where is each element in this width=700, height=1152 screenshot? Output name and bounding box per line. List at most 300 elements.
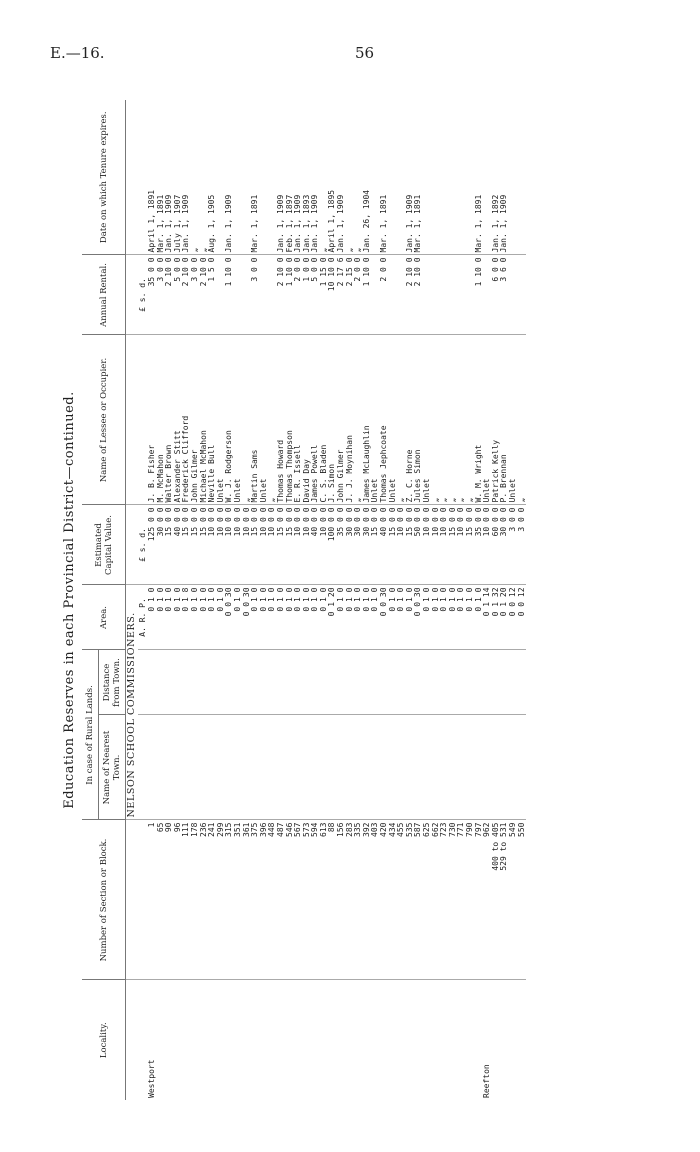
area-cell: 0 0 30	[243, 585, 252, 650]
distance-cell	[311, 650, 320, 715]
capital-value-cell: 30 0 0	[363, 505, 372, 585]
lessee-cell: John Gilmer	[337, 335, 346, 505]
nearest-town-cell	[320, 715, 329, 820]
nearest-town-cell	[483, 715, 492, 820]
rental-cell: 5 0 0	[311, 255, 320, 335]
section-cell: 178	[191, 820, 200, 980]
distance-cell	[500, 650, 509, 715]
distance-cell	[251, 650, 260, 715]
tenure-expires-cell: Feb. 1, 1897	[284, 194, 294, 253]
distance-cell	[423, 650, 432, 715]
area-cell: 0 1 0	[449, 585, 458, 650]
nearest-town-cell	[268, 715, 277, 820]
distance-cell	[277, 650, 286, 715]
tenure-expires-cell: „	[189, 247, 199, 253]
section-cell: 529 to 531	[500, 820, 509, 980]
rental-cell: 35 0 0	[148, 255, 157, 335]
rental-cell	[440, 255, 449, 335]
area-cell: 0 1 0	[268, 585, 277, 650]
capital-value-cell: 30 0 0	[346, 505, 355, 585]
lessee-cell: J. Simon	[328, 335, 337, 505]
rental-cell: 2 10 0	[414, 255, 423, 335]
tenure-expires-cell: Jan. 1, 1909	[275, 194, 285, 253]
area-cell: 0 1 0	[346, 585, 355, 650]
tenure-expires-cell: Aug. 1, 1905	[207, 194, 217, 253]
area-cell: 0 1 32	[492, 585, 501, 650]
rental-cell: 2 10 0	[277, 255, 286, 335]
locality-cell	[518, 980, 527, 1100]
lessee-cell: Unlet	[483, 335, 492, 505]
tenure-expires-cell: Jan. 1, 1909	[336, 194, 346, 253]
rental-cell: 1 10 0	[475, 255, 484, 335]
distance-cell	[518, 650, 527, 715]
nearest-town-cell	[346, 715, 355, 820]
rental-cell: 1 15 0	[320, 255, 329, 335]
section-cell: 730	[449, 820, 458, 980]
section-cell: 962	[483, 820, 492, 980]
locality-cell	[363, 980, 372, 1100]
section-cell: 790	[466, 820, 475, 980]
nearest-town-cell	[286, 715, 295, 820]
distance-cell	[260, 650, 269, 715]
area-cell: 0 1 0	[208, 585, 217, 650]
lessee-cell: Thomas Howard	[277, 335, 286, 505]
locality-cell	[440, 980, 449, 1100]
lessee-cell: J. J. Moynihan	[346, 335, 355, 505]
nearest-town-cell	[500, 715, 509, 820]
locality-cell	[182, 980, 191, 1100]
area-cell: 0 1 0	[337, 585, 346, 650]
page-number: 56	[355, 44, 375, 62]
lessee-cell: „	[466, 335, 475, 505]
area-cell: 0 1 0	[406, 585, 415, 650]
rental-cell: 3 0 0	[191, 255, 200, 335]
area-cell: 0 1 0	[320, 585, 329, 650]
locality-cell	[234, 980, 243, 1100]
nearest-town-cell	[191, 715, 200, 820]
tenure-expires-cell	[234, 100, 243, 255]
locality-cell	[328, 980, 337, 1100]
header-tenure-expires: Date on which Tenure expires.	[82, 100, 126, 255]
nearest-town-cell	[423, 715, 432, 820]
locality-cell	[165, 980, 174, 1100]
lessee-cell: „	[268, 335, 277, 505]
distance-cell	[483, 650, 492, 715]
distance-cell	[268, 650, 277, 715]
section-cell: 797	[475, 820, 484, 980]
section-cell: 335	[354, 820, 363, 980]
nearest-town-cell	[182, 715, 191, 820]
lessee-cell: Thomas Thompson	[286, 335, 295, 505]
locality-cell	[217, 980, 226, 1100]
distance-cell	[389, 650, 398, 715]
header-nearest-town: Name of Nearest Town.	[99, 715, 126, 820]
locality-cell	[432, 980, 441, 1100]
tenure-expires-cell: Jan. 1, 1909	[181, 194, 191, 253]
distance-cell	[217, 650, 226, 715]
tenure-expires-cell: Jan. 1, 1909	[164, 194, 174, 253]
lessee-cell: W. J. Rodgerson	[225, 335, 234, 505]
nearest-town-cell	[208, 715, 217, 820]
distance-cell	[182, 650, 191, 715]
lessee-cell: Walter Brown	[165, 335, 174, 505]
header-annual-rental: Annual Rental.	[82, 255, 126, 335]
area-cell: 0 1 0	[457, 585, 466, 650]
rotated-table-region	[62, 100, 662, 1100]
tenure-expires-cell	[457, 100, 466, 255]
locality-cell	[243, 980, 252, 1100]
distance-cell	[225, 650, 234, 715]
capital-value-cell: 10 0 0	[423, 505, 432, 585]
area-cell: 0 1 0	[157, 585, 166, 650]
tenure-expires-cell: Mar. 1, 1891	[379, 194, 389, 253]
lessee-cell: Martin Sams	[251, 335, 260, 505]
capital-value-cell: 10 0 0	[217, 505, 226, 585]
table-row	[518, 100, 527, 1100]
section-cell: 662	[432, 820, 441, 980]
area-cell: 0 0 12	[509, 585, 518, 650]
nearest-town-cell	[440, 715, 449, 820]
rental-cell	[260, 255, 269, 335]
distance-cell	[208, 650, 217, 715]
distance-cell	[157, 650, 166, 715]
capital-value-cell: 10 0 0	[457, 505, 466, 585]
capital-value-cell: 125 0 0	[148, 505, 157, 585]
lessee-cell: Unlet	[423, 335, 432, 505]
lessee-cell: „	[354, 335, 363, 505]
area-cell: 0 1 0	[397, 585, 406, 650]
area-cell: 0 1 0	[466, 585, 475, 650]
tenure-expires-cell: Mar. 1, 1891	[473, 194, 483, 253]
section-cell: 396	[260, 820, 269, 980]
tenure-expires-cell: „	[198, 247, 208, 253]
nearest-town-cell	[371, 715, 380, 820]
area-cell: 0 1 20	[500, 585, 509, 650]
section-cell: 65	[157, 820, 166, 980]
tenure-expires-cell: „	[353, 247, 363, 253]
capital-value-cell: 15 0 0	[466, 505, 475, 585]
rental-cell: 10 10 0	[328, 255, 337, 335]
capital-value-cell: 10 0 0	[432, 505, 441, 585]
distance-cell	[475, 650, 484, 715]
locality-cell	[509, 980, 518, 1100]
section-cell: 448	[268, 820, 277, 980]
distance-cell	[449, 650, 458, 715]
header-area: Area.	[82, 585, 126, 650]
section-cell: 434	[389, 820, 398, 980]
tenure-expires-cell	[389, 100, 398, 255]
lessee-cell: M. McMahon	[157, 335, 166, 505]
locality-cell	[303, 980, 312, 1100]
rental-cell: 1 10 0	[225, 255, 234, 335]
tenure-expires-cell: April 1, 1891	[147, 189, 156, 253]
area-cell: 0 0 12	[518, 585, 527, 650]
locality-cell	[457, 980, 466, 1100]
locality-cell	[449, 980, 458, 1100]
area-cell: 0 1 0	[251, 585, 260, 650]
section-cell: 535	[406, 820, 415, 980]
rental-cell: 2 0 0	[380, 255, 389, 335]
locality-cell	[492, 980, 501, 1100]
capital-value-cell: 40 0 0	[174, 505, 183, 585]
nearest-town-cell	[243, 715, 252, 820]
capital-value-cell: 10 0 0	[483, 505, 492, 585]
rental-cell	[457, 255, 466, 335]
header-section: Number of Section or Block.	[82, 820, 126, 980]
distance-cell	[363, 650, 372, 715]
nearest-town-cell	[148, 715, 157, 820]
locality-cell	[414, 980, 423, 1100]
tenure-expires-cell	[449, 100, 458, 255]
nearest-town-cell	[509, 715, 518, 820]
section-cell: 90	[165, 820, 174, 980]
nearest-town-cell	[406, 715, 415, 820]
distance-cell	[303, 650, 312, 715]
section-cell: 1	[148, 820, 157, 980]
section-cell: 549	[509, 820, 518, 980]
nearest-town-cell	[251, 715, 260, 820]
capital-units: £ s. d.	[138, 505, 148, 585]
capital-value-cell: 60 0 0	[492, 505, 501, 585]
capital-value-cell: 15 0 0	[286, 505, 295, 585]
rental-cell	[509, 255, 518, 335]
rental-cell: 3 0 0	[251, 255, 260, 335]
locality-cell	[311, 980, 320, 1100]
section-caption: NELSON SCHOOL COMMISSIONERS.	[126, 585, 139, 820]
distance-cell	[328, 650, 337, 715]
distance-cell	[371, 650, 380, 715]
capital-value-cell: 10 0 0	[397, 505, 406, 585]
area-cell: 0 1 0	[200, 585, 209, 650]
distance-cell	[492, 650, 501, 715]
section-cell: 96	[174, 820, 183, 980]
header-locality: Locality.	[82, 980, 126, 1100]
lessee-cell: James McLaughlin	[363, 335, 372, 505]
rental-cell: 2 10 0	[165, 255, 174, 335]
nearest-town-cell	[165, 715, 174, 820]
nearest-town-cell	[363, 715, 372, 820]
rental-cell: 1 5 0	[208, 255, 217, 335]
area-cell: 0 0 30	[225, 585, 234, 650]
tenure-expires-cell: Jan. 1, 1892	[490, 194, 500, 253]
capital-value-cell: 15 0 0	[371, 505, 380, 585]
nearest-town-cell	[432, 715, 441, 820]
distance-cell	[191, 650, 200, 715]
capital-value-cell: 10 0 0	[234, 505, 243, 585]
rental-cell: 2 0 0	[294, 255, 303, 335]
capital-value-cell: 100 0 0	[328, 505, 337, 585]
distance-cell	[148, 650, 157, 715]
locality-cell	[200, 980, 209, 1100]
nearest-town-cell	[328, 715, 337, 820]
locality-cell	[294, 980, 303, 1100]
rental-cell	[423, 255, 432, 335]
section-cell: 392	[363, 820, 372, 980]
distance-cell	[509, 650, 518, 715]
area-cell: 0 1 0	[311, 585, 320, 650]
locality-cell	[157, 980, 166, 1100]
tenure-expires-cell	[423, 100, 432, 255]
capital-value-cell: 30 0 0	[157, 505, 166, 585]
rental-cell: 6 0 0	[492, 255, 501, 335]
document-reference: E.—16.	[50, 44, 105, 62]
capital-value-cell: 15 0 0	[191, 505, 200, 585]
tenure-expires-cell: „	[344, 247, 354, 253]
locality-cell	[286, 980, 295, 1100]
section-cell: 594	[311, 820, 320, 980]
rental-cell: 1 0 0	[303, 255, 312, 335]
tenure-expires-cell: Jan. 1, 1909	[224, 194, 234, 253]
nearest-town-cell	[414, 715, 423, 820]
tenure-expires-cell: Jan. 1, 1909	[310, 194, 320, 253]
lessee-cell: Jules Simon	[414, 335, 423, 505]
capital-value-cell: 10 0 0	[303, 505, 312, 585]
tenure-expires-cell: April 1, 1895	[327, 189, 337, 253]
area-cell: 0 1 0	[286, 585, 295, 650]
lessee-cell: Unlet	[260, 335, 269, 505]
distance-cell	[397, 650, 406, 715]
lessee-cell: Unlet	[389, 335, 398, 505]
distance-cell	[234, 650, 243, 715]
locality-cell	[406, 980, 415, 1100]
nearest-town-cell	[457, 715, 466, 820]
distance-cell	[174, 650, 183, 715]
locality-cell: Westport	[148, 980, 157, 1100]
capital-value-cell: 40 0 0	[380, 505, 389, 585]
capital-value-cell: 10 0 0	[225, 505, 234, 585]
lessee-cell: E. R. Issell	[294, 335, 303, 505]
locality-cell	[320, 980, 329, 1100]
capital-value-cell: 15 0 0	[277, 505, 286, 585]
capital-value-cell: 15 0 0	[251, 505, 260, 585]
area-cell: 0 0 30	[380, 585, 389, 650]
tenure-expires-cell	[432, 100, 441, 255]
nearest-town-cell	[200, 715, 209, 820]
header-rural-group: In case of Rural Lands.	[82, 650, 99, 820]
tenure-expires-cell: Jan. 1, 1909	[499, 194, 509, 253]
rental-cell	[518, 255, 527, 335]
capital-value-cell: 15 0 0	[200, 505, 209, 585]
lessee-cell: Patrick Kelly	[492, 335, 501, 505]
lessee-cell: „	[243, 335, 252, 505]
section-cell: 351	[234, 820, 243, 980]
section-cell: 236	[200, 820, 209, 980]
section-cell: 420	[380, 820, 389, 980]
rental-cell: 1 10 0	[286, 255, 295, 335]
capital-value-cell: 3 0 0	[509, 505, 518, 585]
capital-value-cell: 10 0 0	[243, 505, 252, 585]
tenure-expires-cell: Jan. 1, 1893	[301, 194, 311, 253]
locality-cell	[466, 980, 475, 1100]
section-cell: 403	[371, 820, 380, 980]
section-cell: 546	[286, 820, 295, 980]
nearest-town-cell	[380, 715, 389, 820]
nearest-town-cell	[174, 715, 183, 820]
nearest-town-cell	[294, 715, 303, 820]
rental-cell: 3 0 0	[157, 255, 166, 335]
locality-cell	[225, 980, 234, 1100]
tenure-expires-cell	[518, 100, 527, 255]
rental-cell: 3 6 0	[500, 255, 509, 335]
area-cell: 0 1 0	[234, 585, 243, 650]
area-cell: 0 0 30	[414, 585, 423, 650]
nearest-town-cell	[397, 715, 406, 820]
header-distance: Distance from Town.	[99, 650, 126, 715]
area-cell: 0 1 0	[423, 585, 432, 650]
area-cell: 0 1 0	[277, 585, 286, 650]
capital-value-cell: 15 0 0	[406, 505, 415, 585]
section-cell: 573	[303, 820, 312, 980]
capital-value-cell: 35 0 0	[337, 505, 346, 585]
nearest-town-cell	[217, 715, 226, 820]
lessee-cell: Unlet	[234, 335, 243, 505]
tenure-expires-cell	[440, 100, 449, 255]
lessee-cell: Unlet	[509, 335, 518, 505]
area-cell: 0 1 0	[294, 585, 303, 650]
area-cell: 0 1 0	[191, 585, 200, 650]
table-title: Education Reserves in each Provincial District—continued.	[62, 391, 77, 809]
section-cell: 283	[346, 820, 355, 980]
tenure-expires-cell	[260, 100, 269, 255]
locality-cell	[251, 980, 260, 1100]
section-cell: 771	[457, 820, 466, 980]
section-cell: 400 to 405	[492, 820, 501, 980]
rental-cell	[389, 255, 398, 335]
locality-cell	[371, 980, 380, 1100]
tenure-expires-cell: Mar. 1, 1891	[413, 194, 423, 253]
distance-cell	[414, 650, 423, 715]
distance-cell	[457, 650, 466, 715]
locality-cell	[260, 980, 269, 1100]
area-cell: 0 1 0	[363, 585, 372, 650]
area-cell: 0 1 14	[483, 585, 492, 650]
lessee-cell: Neville Bull	[208, 335, 217, 505]
section-cell: 156	[337, 820, 346, 980]
rental-cell: 2 10 0	[200, 255, 209, 335]
section-cell: 375	[251, 820, 260, 980]
nearest-town-cell	[466, 715, 475, 820]
section-cell: 587	[414, 820, 423, 980]
area-cell: 0 1 0	[432, 585, 441, 650]
area-cell: 0 1 0	[217, 585, 226, 650]
lessee-cell: Alexander Stitt	[174, 335, 183, 505]
lessee-cell: „	[518, 335, 527, 505]
rental-cell: 2 10 0	[406, 255, 415, 335]
capital-value-cell: 30 0 0	[500, 505, 509, 585]
locality-cell	[174, 980, 183, 1100]
tenure-expires-cell	[509, 100, 518, 255]
area-cell: 0 1 0	[389, 585, 398, 650]
area-cell: 0 1 0	[165, 585, 174, 650]
capital-value-cell: 15 0 0	[449, 505, 458, 585]
lessee-cell: „	[397, 335, 406, 505]
area-cell: 0 1 0	[440, 585, 449, 650]
distance-cell	[320, 650, 329, 715]
distance-cell	[380, 650, 389, 715]
lessee-cell: W. M. Wright	[475, 335, 484, 505]
header-capital-value: Estimated Capital Value.	[82, 505, 126, 585]
nearest-town-cell	[337, 715, 346, 820]
section-cell: 455	[397, 820, 406, 980]
lessee-cell: Unlet	[217, 335, 226, 505]
rental-cell: 2 0 0	[354, 255, 363, 335]
nearest-town-cell	[354, 715, 363, 820]
distance-cell	[200, 650, 209, 715]
lessee-cell: James Powell	[311, 335, 320, 505]
lessee-cell: J. B. Fisher	[148, 335, 157, 505]
capital-value-cell: 40 0 0	[311, 505, 320, 585]
locality-cell	[397, 980, 406, 1100]
